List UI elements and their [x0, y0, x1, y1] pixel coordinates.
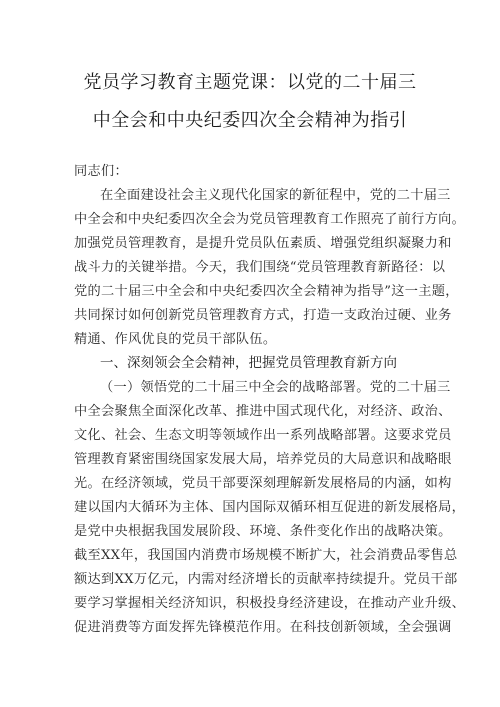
section-line: 促进消费等方面发挥先锋模范作用。在科技创新领域，全会强调 — [74, 620, 452, 635]
salutation: 同志们： — [74, 164, 128, 179]
intro-line: 战斗力的关键举措。今天，我们围绕“党员管理教育新路径：以 — [74, 260, 446, 275]
intro-line: 中全会和中央纪委四次全会为党员管理教育工作照亮了前行方向。 — [74, 212, 466, 227]
intro-line: 在全面建设社会主义现代化国家的新征程中，党的二十届三 — [100, 188, 451, 203]
document-title-line-1: 党员学习教育主题党课：以党的二十届三 — [83, 72, 417, 93]
section-line: 文化、社会、生态文明等领域作出一系列战略部署。这要求党员 — [74, 428, 452, 443]
section-line: 中全会聚焦全面深化改革、推进中国式现代化，对经济、政治、 — [74, 404, 452, 419]
document-title-line-2: 中全会和中央纪委四次全会精神为指引 — [92, 110, 408, 131]
section-line: （一）领悟党的二十届三中全会的战略部署。党的二十届三 — [100, 380, 451, 395]
section-heading: 一、深刻领会全会精神，把握党员管理教育新方向 — [100, 355, 397, 371]
section-line: 是党中央根据我国发展阶段、环境、条件变化作出的战略决策。 — [74, 524, 452, 539]
intro-line: 加强党员管理教育，是提升党员队伍素质、增强党组织凝聚力和 — [74, 236, 452, 251]
section-line: 截至XX年，我国国内消费市场规模不断扩大，社会消费品零售总 — [74, 548, 458, 563]
section-line: 光。在经济领域，党员干部要深刻理解新发展格局的内涵，如构 — [74, 476, 452, 491]
intro-line: 党的二十届三中全会和中央纪委四次全会精神为指导”这一主题， — [74, 284, 459, 299]
section-line: 建以国内大循环为主体、国内国际双循环相互促进的新发展格局， — [74, 500, 466, 515]
intro-line: 精通、作风优良的党员干部队伍。 — [74, 332, 277, 347]
section-line: 要学习掌握相关经济知识，积极投身经济建设，在推动产业升级、 — [74, 596, 466, 611]
section-line: 额达到XX万亿元，内需对经济增长的贡献率持续提升。党员干部 — [74, 572, 458, 587]
section-line: 管理教育紧密围绕国家发展大局，培养党员的大局意识和战略眼 — [74, 452, 452, 467]
intro-line: 共同探讨如何创新党员管理教育方式，打造一支政治过硬、业务 — [74, 308, 452, 323]
